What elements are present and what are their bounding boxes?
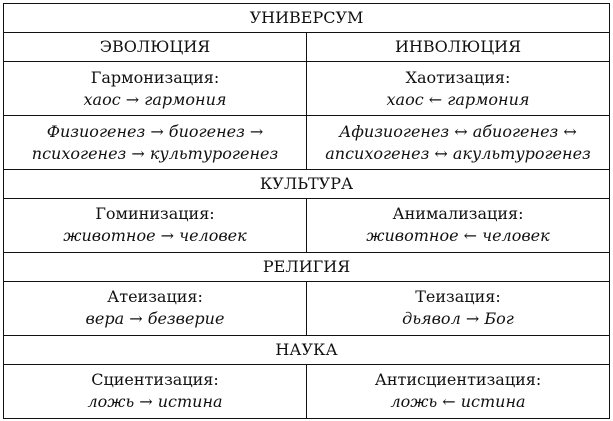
- cell-label: Гоминизация:: [95, 204, 215, 224]
- cell-formula-line: психогенез → культурогенез: [31, 143, 279, 163]
- cell-label: Хаотизация:: [405, 67, 511, 87]
- cell-formula: ложь → истина: [87, 392, 223, 412]
- cell-formula-line: Физиогенез → биогенез →: [46, 121, 264, 141]
- cell-formula: вера → безверие: [85, 309, 225, 329]
- cell-label: Атеизация:: [107, 287, 203, 307]
- column-header-evolution: ЭВОЛЮЦИЯ: [4, 33, 307, 62]
- table-title: УНИВЕРСУМ: [4, 4, 610, 33]
- cell-formula: дьявол → Бог: [402, 309, 514, 329]
- cell-label: Антисциентизация:: [374, 370, 542, 390]
- cell-agenesis-chain: [307, 116, 610, 170]
- column-header-row: [4, 33, 610, 62]
- cell-label: Анимализация:: [392, 204, 524, 224]
- table-row: [4, 62, 610, 116]
- table-row: [4, 199, 610, 253]
- cell-formula: хаос → гармония: [83, 89, 227, 109]
- table-row: [4, 116, 610, 170]
- table-row: [4, 364, 610, 418]
- cell-label: Теизация:: [415, 287, 501, 307]
- cell-label: Сциентизация:: [91, 370, 219, 390]
- cell-formula: хаос ← гармония: [386, 89, 530, 109]
- cell-label: Гармонизация:: [90, 67, 220, 87]
- section-heading: РЕЛИГИЯ: [4, 252, 610, 281]
- cell-atheization: [4, 282, 307, 336]
- section-heading: КУЛЬТУРА: [4, 169, 610, 198]
- cell-hominization: [4, 199, 307, 253]
- cell-formula-line: Афизиогенез ↔ абиогенез ↔: [339, 121, 577, 141]
- cell-formula: ложь ← истина: [390, 392, 526, 412]
- section-row-culture: [4, 169, 610, 198]
- cell-chaotization: [307, 62, 610, 116]
- title-row: [4, 4, 610, 33]
- cell-genesis-chain: [4, 116, 307, 170]
- cell-formula: животное → человек: [63, 226, 247, 246]
- column-header-involution: ИНВОЛЮЦИЯ: [307, 33, 610, 62]
- cell-formula: животное ← человек: [366, 226, 550, 246]
- section-row-religion: [4, 252, 610, 281]
- section-heading: НАУКА: [4, 335, 610, 364]
- cell-animalization: [307, 199, 610, 253]
- cell-formula-line: апсихогенез ↔ акультурогенез: [325, 143, 591, 163]
- cell-harmonization: [4, 62, 307, 116]
- cell-antiscientization: [307, 364, 610, 418]
- cell-scientization: [4, 364, 307, 418]
- cell-theization: [307, 282, 610, 336]
- table-row: [4, 282, 610, 336]
- concept-table: [3, 3, 610, 419]
- section-row-science: [4, 335, 610, 364]
